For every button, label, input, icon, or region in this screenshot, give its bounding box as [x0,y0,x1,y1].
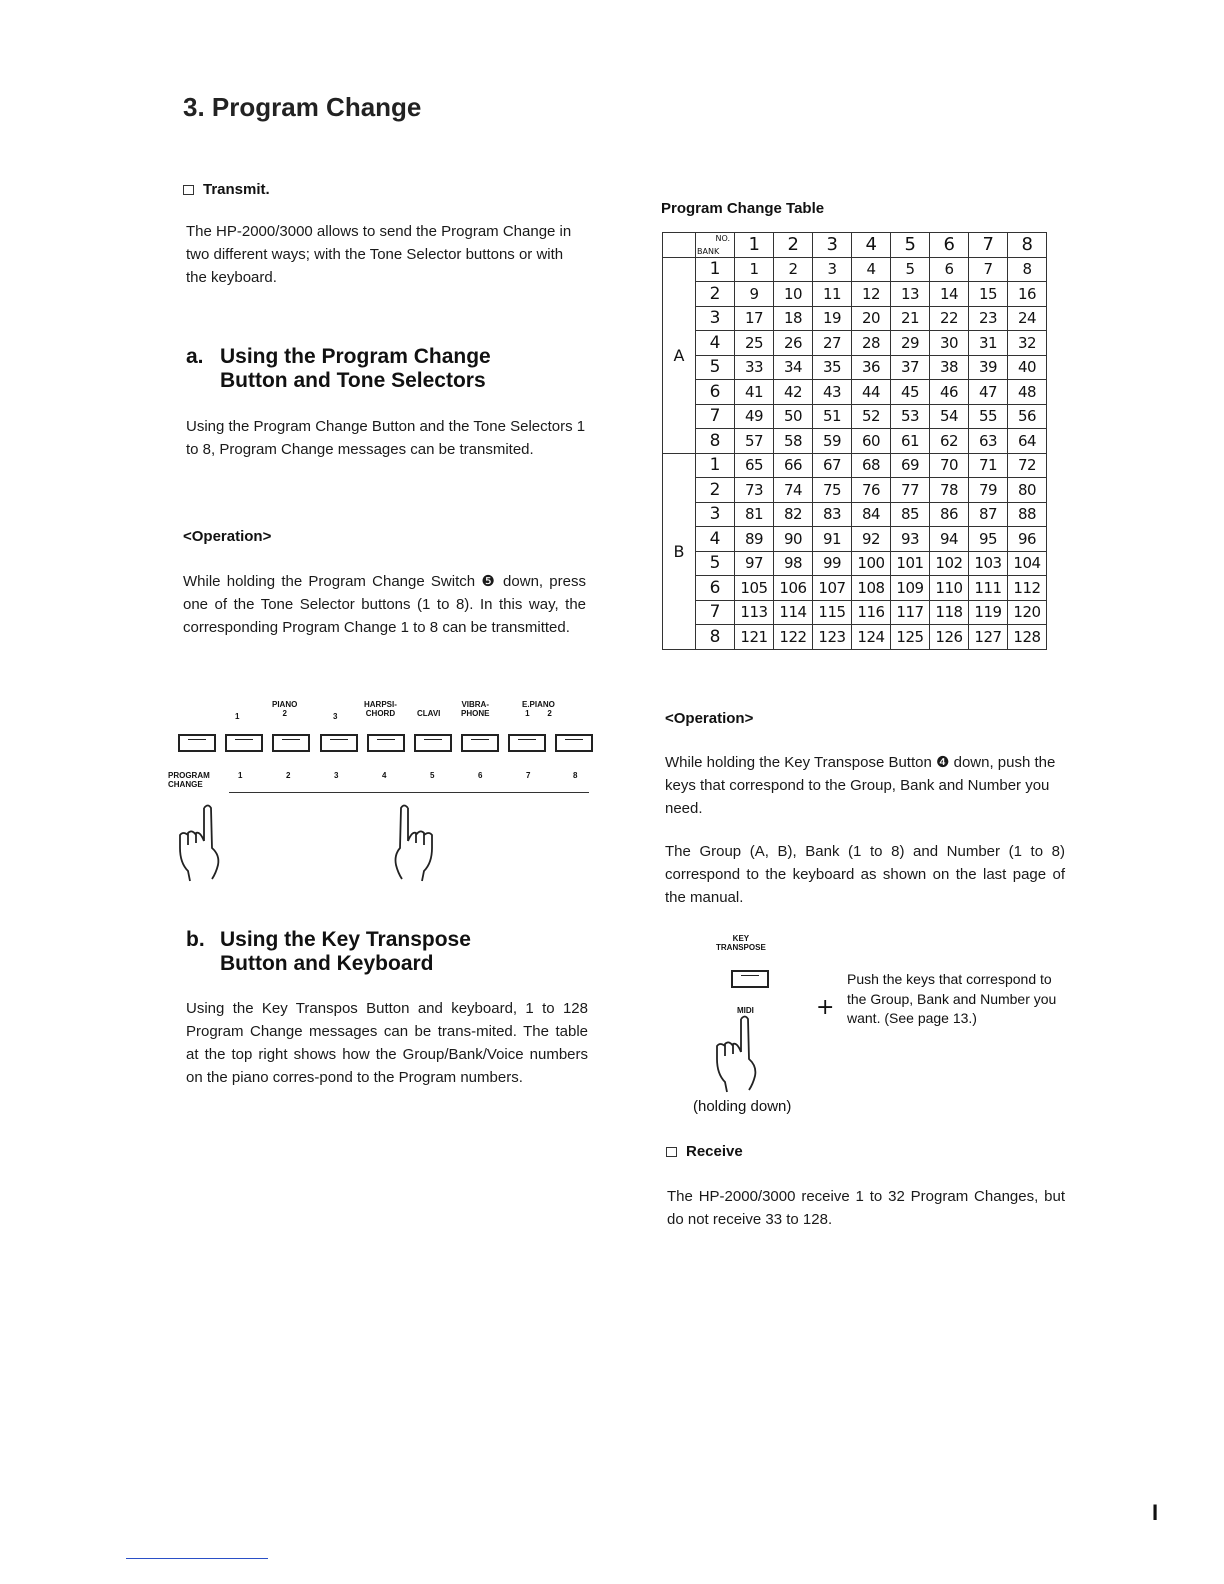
program-number-cell: 55 [969,404,1008,429]
section-b-title-line1: Using the Key Transpose [220,928,471,951]
corner-cell [696,233,735,258]
program-number-cell: 62 [930,429,969,454]
program-number-cell: 116 [852,600,891,625]
top-label-clavi: CLAVI [417,709,441,718]
program-number-cell: 78 [930,478,969,503]
bottom-number-7: 7 [526,771,531,780]
column-header: 3 [813,233,852,258]
program-change-label: PROGRAM CHANGE [168,771,210,789]
program-number-cell: 87 [969,502,1008,527]
program-number-cell: 60 [852,429,891,454]
transmit-heading-text: Transmit. [203,181,270,198]
program-number-cell: 43 [813,380,852,405]
program-number-cell: 65 [735,453,774,478]
program-number-cell: 120 [1008,600,1047,625]
table-row [663,257,1047,282]
section-b-heading [186,928,606,976]
section-b-title-line2: Button and Keyboard [220,952,434,975]
program-number-cell: 39 [969,355,1008,380]
program-number-cell: 47 [969,380,1008,405]
program-number-cell: 94 [930,527,969,552]
bottom-number-8: 8 [573,771,578,780]
section-b-body: Using the Key Transpos Button and keyboard, 1 to 128 Program Change messages can be trans-mited. The table at the top right shows how the Group/Bank/Voice numbers on the piano corres-pond to the Program numbers. [186,1000,588,1086]
program-number-cell: 72 [1008,453,1047,478]
page-title: 3. Program Change [183,92,422,122]
program-number-cell: 96 [1008,527,1047,552]
bottom-number-1: 1 [238,771,243,780]
bank-cell: 6 [696,576,735,601]
program-number-cell: 35 [813,355,852,380]
program-number-cell: 123 [813,625,852,650]
transmit-heading [183,181,270,198]
tone-selector-button-6[interactable] [461,734,499,752]
selector-underline [229,792,589,793]
program-number-cell: 125 [891,625,930,650]
program-number-cell: 64 [1008,429,1047,454]
top-label-epiano: E.PIANO 1 2 [522,700,555,718]
bottom-number-3: 3 [334,771,339,780]
program-number-cell: 27 [813,331,852,356]
right-operation-heading: <Operation> [665,710,754,727]
column-header: 6 [930,233,969,258]
program-number-cell: 121 [735,625,774,650]
section-a-title-line1: Using the Program Change [220,345,491,368]
program-number-cell: 85 [891,502,930,527]
program-number-cell: 3 [813,257,852,282]
bank-cell: 4 [696,527,735,552]
tone-selector-button-2[interactable] [272,734,310,752]
program-number-cell: 92 [852,527,891,552]
program-number-cell: 31 [969,331,1008,356]
program-number-cell: 127 [969,625,1008,650]
program-number-cell: 109 [891,576,930,601]
program-number-cell: 102 [930,551,969,576]
program-number-cell: 8 [1008,257,1047,282]
corner-no-label: NO. [715,234,730,243]
program-change-button[interactable] [178,734,216,752]
top-label-1: 1 [235,712,240,721]
program-number-cell: 16 [1008,282,1047,307]
program-number-cell: 110 [930,576,969,601]
program-number-cell: 26 [774,331,813,356]
program-number-cell: 25 [735,331,774,356]
column-header: 4 [852,233,891,258]
checkbox-square-icon [666,1147,677,1157]
bank-cell: 1 [696,453,735,478]
program-number-cell: 89 [735,527,774,552]
program-number-cell: 113 [735,600,774,625]
section-a-heading [186,345,606,393]
bank-cell: 7 [696,600,735,625]
bank-cell: 2 [696,478,735,503]
program-number-cell: 80 [1008,478,1047,503]
tone-selector-button-7[interactable] [508,734,546,752]
tone-selector-button-4[interactable] [367,734,405,752]
section-b-label: b. [186,928,205,951]
program-number-cell: 106 [774,576,813,601]
page-mark: I [1152,1500,1159,1525]
bank-cell: 2 [696,282,735,307]
program-number-cell: 119 [969,600,1008,625]
program-number-cell: 66 [774,453,813,478]
tone-selector-button-3[interactable] [320,734,358,752]
program-number-cell: 15 [969,282,1008,307]
bank-cell: 5 [696,551,735,576]
program-number-cell: 37 [891,355,930,380]
program-number-cell: 75 [813,478,852,503]
bottom-number-5: 5 [430,771,435,780]
program-number-cell: 117 [891,600,930,625]
left-hand-icon [168,803,228,883]
right-operation-body1: While holding the Key Transpose Button ❹ down, push the keys that correspond to the Group, Bank and Number you need. [665,754,1056,817]
program-change-table [662,232,1047,650]
right-operation-body2: The Group (A, B), Bank (1 to 8) and Number (1 to 8) correspond to the keyboard as shown on the last page of the manual. [665,843,1065,906]
program-number-cell: 17 [735,306,774,331]
table-row [663,331,1047,356]
section-a-operation-heading: <Operation> [183,528,272,545]
program-number-cell: 103 [969,551,1008,576]
program-number-cell: 1 [735,257,774,282]
receive-heading [666,1143,743,1160]
table-row [663,600,1047,625]
program-number-cell: 14 [930,282,969,307]
program-number-cell: 56 [1008,404,1047,429]
section-a-title-line2: Button and Tone Selectors [220,369,486,392]
program-number-cell: 112 [1008,576,1047,601]
section-a-body: Using the Program Change Button and the Tone Selectors 1 to 8, Program Change messages can be transmited. [186,418,586,458]
program-number-cell: 99 [813,551,852,576]
section-a-label: a. [186,345,204,368]
bank-cell: 6 [696,380,735,405]
table-row [663,478,1047,503]
bottom-number-2: 2 [286,771,291,780]
bank-cell: 8 [696,429,735,454]
program-number-cell: 32 [1008,331,1047,356]
column-header: 5 [891,233,930,258]
tone-selector-button-5[interactable] [414,734,452,752]
program-number-cell: 51 [813,404,852,429]
program-number-cell: 98 [774,551,813,576]
program-number-cell: 90 [774,527,813,552]
push-keys-text: Push the keys that correspond to the Group, Bank and Number you want. (See page 13.) [847,971,1057,1026]
program-number-cell: 24 [1008,306,1047,331]
bank-cell: 3 [696,502,735,527]
program-number-cell: 46 [930,380,969,405]
program-number-cell: 42 [774,380,813,405]
program-number-cell: 6 [930,257,969,282]
bank-cell: 4 [696,331,735,356]
table-row [663,404,1047,429]
program-number-cell: 76 [852,478,891,503]
program-number-cell: 59 [813,429,852,454]
right-hand-icon [392,803,452,883]
tone-selector-button-1[interactable] [225,734,263,752]
program-number-cell: 100 [852,551,891,576]
program-number-cell: 114 [774,600,813,625]
plus-sign: + [816,995,835,1020]
column-header: 2 [774,233,813,258]
table-header-row [663,233,1047,258]
program-number-cell: 40 [1008,355,1047,380]
bank-cell: 3 [696,306,735,331]
program-number-cell: 2 [774,257,813,282]
table-row [663,282,1047,307]
program-number-cell: 11 [813,282,852,307]
program-number-cell: 124 [852,625,891,650]
program-number-cell: 111 [969,576,1008,601]
holding-down-caption: (holding down) [693,1098,792,1115]
group-cell: B [663,453,696,649]
program-number-cell: 7 [969,257,1008,282]
program-number-cell: 22 [930,306,969,331]
program-number-cell: 97 [735,551,774,576]
program-number-cell: 104 [1008,551,1047,576]
program-number-cell: 83 [813,502,852,527]
program-number-cell: 38 [930,355,969,380]
program-number-cell: 20 [852,306,891,331]
program-number-cell: 67 [813,453,852,478]
program-number-cell: 36 [852,355,891,380]
section-a-operation-body: While holding the Program Change Switch ❺ down, press one of the Tone Selector buttons (1 to 8). In this way, the corresponding Program Change 1 to 8 can be transmitted. [183,573,586,636]
receive-body: The HP-2000/3000 receive 1 to 32 Program Changes, but do not receive 33 to 128. [667,1188,1065,1228]
table-row [663,453,1047,478]
program-number-cell: 70 [930,453,969,478]
top-label-vibraphone: VIBRA- PHONE [461,700,490,718]
table-row [663,625,1047,650]
top-label-piano: PIANO 2 [272,700,298,718]
program-number-cell: 71 [969,453,1008,478]
midi-label: MIDI [737,1006,754,1015]
program-number-cell: 33 [735,355,774,380]
program-number-cell: 126 [930,625,969,650]
program-number-cell: 63 [969,429,1008,454]
program-number-cell: 118 [930,600,969,625]
table-row [663,527,1047,552]
bank-cell: 1 [696,257,735,282]
program-number-cell: 28 [852,331,891,356]
program-number-cell: 57 [735,429,774,454]
key-transpose-label: KEY TRANSPOSE [716,934,766,952]
program-number-cell: 74 [774,478,813,503]
program-number-cell: 128 [1008,625,1047,650]
program-number-cell: 21 [891,306,930,331]
program-number-cell: 68 [852,453,891,478]
program-number-cell: 81 [735,502,774,527]
program-number-cell: 122 [774,625,813,650]
program-number-cell: 5 [891,257,930,282]
program-number-cell: 4 [852,257,891,282]
program-number-cell: 45 [891,380,930,405]
program-number-cell: 77 [891,478,930,503]
program-number-cell: 9 [735,282,774,307]
program-number-cell: 107 [813,576,852,601]
tone-selector-button-8[interactable] [555,734,593,752]
program-number-cell: 101 [891,551,930,576]
program-number-cell: 34 [774,355,813,380]
top-label-harpsichord: HARPSI- CHORD [364,700,397,718]
corner-bank-label: BANK [697,246,720,256]
receive-heading-text: Receive [686,1143,743,1160]
table-row [663,380,1047,405]
program-number-cell: 69 [891,453,930,478]
column-header: 7 [969,233,1008,258]
program-number-cell: 84 [852,502,891,527]
program-number-cell: 12 [852,282,891,307]
table-caption: Program Change Table [661,200,825,217]
program-number-cell: 49 [735,404,774,429]
program-number-cell: 105 [735,576,774,601]
program-number-cell: 41 [735,380,774,405]
program-number-cell: 23 [969,306,1008,331]
bank-cell: 5 [696,355,735,380]
program-number-cell: 91 [813,527,852,552]
program-number-cell: 82 [774,502,813,527]
program-number-cell: 58 [774,429,813,454]
program-number-cell: 30 [930,331,969,356]
program-number-cell: 79 [969,478,1008,503]
column-header: 8 [1008,233,1047,258]
program-number-cell: 54 [930,404,969,429]
column-header: 1 [735,233,774,258]
program-number-cell: 48 [1008,380,1047,405]
bottom-number-6: 6 [478,771,483,780]
program-number-cell: 108 [852,576,891,601]
key-transpose-button[interactable] [731,970,769,988]
program-number-cell: 115 [813,600,852,625]
footer-line [126,1558,268,1559]
bottom-number-4: 4 [382,771,387,780]
table-row [663,355,1047,380]
top-label-3: 3 [333,712,338,721]
program-number-cell: 50 [774,404,813,429]
table-row [663,429,1047,454]
program-number-cell: 61 [891,429,930,454]
program-number-cell: 93 [891,527,930,552]
program-number-cell: 95 [969,527,1008,552]
program-number-cell: 10 [774,282,813,307]
holding-hand-icon [705,1014,765,1094]
program-number-cell: 18 [774,306,813,331]
program-number-cell: 86 [930,502,969,527]
table-row [663,576,1047,601]
program-number-cell: 29 [891,331,930,356]
program-number-cell: 52 [852,404,891,429]
tone-selector-diagram [170,690,600,890]
program-number-cell: 19 [813,306,852,331]
checkbox-square-icon [183,185,194,195]
program-number-cell: 13 [891,282,930,307]
header-blank-cell [663,233,696,258]
bank-cell: 8 [696,625,735,650]
program-number-cell: 73 [735,478,774,503]
table-row [663,502,1047,527]
group-cell: A [663,257,696,453]
bank-cell: 7 [696,404,735,429]
transmit-body: The HP-2000/3000 allows to send the Program Change in two different ways; with the Tone Selector buttons or with the keyboard. [186,223,572,286]
program-number-cell: 88 [1008,502,1047,527]
table-row [663,306,1047,331]
program-number-cell: 44 [852,380,891,405]
table-row [663,551,1047,576]
program-number-cell: 53 [891,404,930,429]
